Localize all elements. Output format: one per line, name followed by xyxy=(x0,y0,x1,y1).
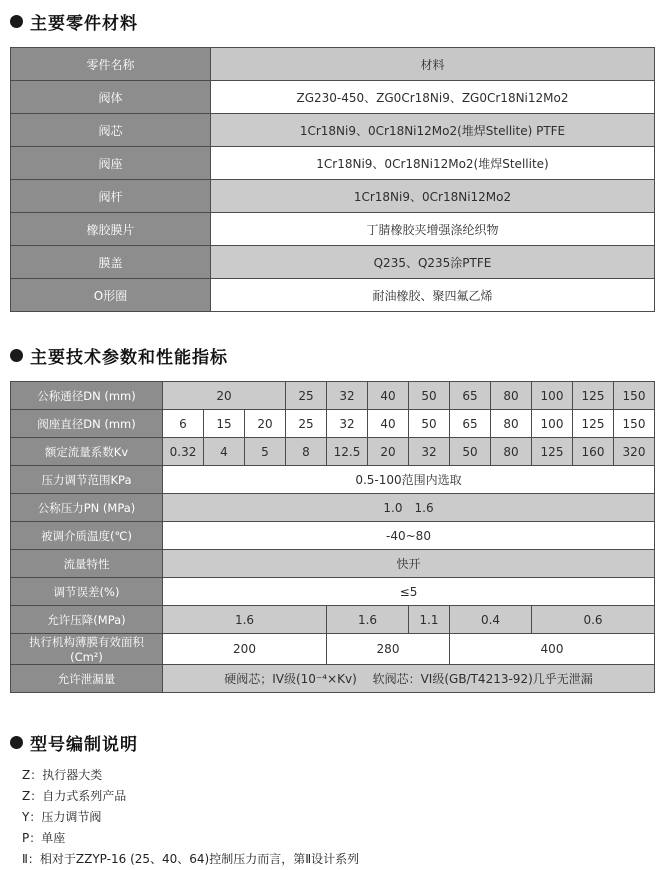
param-value-cell: 1.1 xyxy=(409,606,450,634)
param-value-cell: 125 xyxy=(532,438,573,466)
param-label-cell: 执行机构薄膜有效面积(Cm²) xyxy=(11,634,163,665)
param-value-cell: 15 xyxy=(204,410,245,438)
param-value-cell: 50 xyxy=(450,438,491,466)
param-label-cell: 额定流量系数Kv xyxy=(11,438,163,466)
param-label-cell: 流量特性 xyxy=(11,550,163,578)
material-cell: 1Cr18Ni9、0Cr18Ni12Mo2 xyxy=(211,180,655,213)
param-value-cell: 6 xyxy=(163,410,204,438)
param-value-cell: 125 xyxy=(573,382,614,410)
param-value-cell: 12.5 xyxy=(327,438,368,466)
param-value-cell: 50 xyxy=(409,382,450,410)
param-row xyxy=(11,522,655,550)
model-list-item: P：单座 xyxy=(22,831,66,845)
model-list-item: Ⅱ：相对于ZZYP-16 (25、40、64)控制压力而言，第Ⅱ设计系列 xyxy=(22,852,360,866)
param-value-cell: 40 xyxy=(368,382,409,410)
param-value-cell: 8 xyxy=(286,438,327,466)
param-value-cell: 80 xyxy=(491,382,532,410)
param-value-cell: 50 xyxy=(409,410,450,438)
param-value-cell: 0.5-100范围内选取 xyxy=(163,466,655,494)
materials-table xyxy=(10,47,655,312)
param-value-cell: 80 xyxy=(491,438,532,466)
param-value-cell: 32 xyxy=(409,438,450,466)
table-row xyxy=(11,279,655,312)
bullet-icon xyxy=(10,15,23,28)
part-name-cell: 橡胶膜片 xyxy=(11,213,211,246)
part-name-cell: 阀杆 xyxy=(11,180,211,213)
table-row xyxy=(11,114,655,147)
param-value-cell: 32 xyxy=(327,410,368,438)
param-value-cell: 80 xyxy=(491,410,532,438)
param-value-cell: 20 xyxy=(368,438,409,466)
model-list-item: Z：自力式系列产品 xyxy=(22,789,127,803)
param-value-cell: 125 xyxy=(573,410,614,438)
param-label-cell: 允许压降(MPa) xyxy=(11,606,163,634)
param-value-cell: -40~80 xyxy=(163,522,655,550)
part-name-cell: 阀体 xyxy=(11,81,211,114)
param-value-cell: 1.6 xyxy=(327,606,409,634)
param-value-cell: 65 xyxy=(450,382,491,410)
model-designation-list xyxy=(22,765,665,870)
param-value-cell: 0.4 xyxy=(450,606,532,634)
param-value-cell: 1.0 1.6 xyxy=(163,494,655,522)
part-name-cell: 膜盖 xyxy=(11,246,211,279)
param-label-cell: 公称压力PN (MPa) xyxy=(11,494,163,522)
section-title-model xyxy=(10,730,665,755)
param-value-cell: 25 xyxy=(286,410,327,438)
model-list-item: Y：压力调节阀 xyxy=(22,810,102,824)
param-row xyxy=(11,494,655,522)
param-label-cell: 阀座直径DN (mm) xyxy=(11,410,163,438)
material-cell: 耐油橡胶、聚四氟乙烯 xyxy=(211,279,655,312)
param-row xyxy=(11,665,655,693)
part-name-cell: 阀座 xyxy=(11,147,211,180)
param-value-cell: 160 xyxy=(573,438,614,466)
table-row xyxy=(11,147,655,180)
bullet-icon xyxy=(10,736,23,749)
param-value-cell: 1.6 xyxy=(163,606,327,634)
section-title-text: 主要零件材料 xyxy=(30,14,138,34)
section-title-materials xyxy=(10,0,665,34)
param-label-cell: 压力调节范围KPa xyxy=(11,466,163,494)
param-value-cell: 65 xyxy=(450,410,491,438)
table-header-row xyxy=(11,48,655,81)
param-value-cell: 20 xyxy=(245,410,286,438)
parameters-table xyxy=(10,381,655,693)
param-value-cell: 5 xyxy=(245,438,286,466)
param-value-cell: 40 xyxy=(368,410,409,438)
param-value-cell: 150 xyxy=(614,382,655,410)
param-row xyxy=(11,410,655,438)
section-title-parameters xyxy=(10,343,665,368)
material-cell: 1Cr18Ni9、0Cr18Ni12Mo2(堆焊Stellite) xyxy=(211,147,655,180)
table-row xyxy=(11,180,655,213)
part-name-cell: O形圈 xyxy=(11,279,211,312)
param-label-cell: 被调介质温度(℃) xyxy=(11,522,163,550)
param-row xyxy=(11,438,655,466)
param-label-cell: 允许泄漏量 xyxy=(11,665,163,693)
param-value-cell: 0.6 xyxy=(532,606,655,634)
param-value-cell: 快开 xyxy=(163,550,655,578)
param-row xyxy=(11,466,655,494)
param-row xyxy=(11,550,655,578)
param-value-cell: 150 xyxy=(614,410,655,438)
param-row xyxy=(11,382,655,410)
part-name-cell: 阀芯 xyxy=(11,114,211,147)
param-row xyxy=(11,578,655,606)
model-list-item: Z：执行器大类 xyxy=(22,768,103,782)
material-cell: 丁腈橡胶夹增强涤纶织物 xyxy=(211,213,655,246)
param-value-cell: 0.32 xyxy=(163,438,204,466)
param-value-cell: 32 xyxy=(327,382,368,410)
param-label-cell: 调节误差(%) xyxy=(11,578,163,606)
param-value-cell: 320 xyxy=(614,438,655,466)
bullet-icon xyxy=(10,349,23,362)
param-label-cell: 公称通径DN (mm) xyxy=(11,382,163,410)
material-cell: 1Cr18Ni9、0Cr18Ni12Mo2(堆焊Stellite) PTFE xyxy=(211,114,655,147)
material-cell: Q235、Q235涂PTFE xyxy=(211,246,655,279)
param-value-cell: 20 xyxy=(163,382,286,410)
param-value-cell: 4 xyxy=(204,438,245,466)
param-value-cell: 100 xyxy=(532,410,573,438)
table-row xyxy=(11,213,655,246)
material-cell: ZG230-450、ZG0Cr18Ni9、ZG0Cr18Ni12Mo2 xyxy=(211,81,655,114)
param-value-cell: 25 xyxy=(286,382,327,410)
param-row xyxy=(11,634,655,665)
part-name-header: 零件名称 xyxy=(11,48,211,81)
param-value-cell: 400 xyxy=(450,634,655,665)
param-value-cell: 200 xyxy=(163,634,327,665)
param-row xyxy=(11,606,655,634)
material-header: 材料 xyxy=(211,48,655,81)
table-row xyxy=(11,81,655,114)
section-title-text: 型号编制说明 xyxy=(30,735,138,755)
section-title-text: 主要技术参数和性能指标 xyxy=(30,348,228,368)
table-row xyxy=(11,246,655,279)
param-value-cell: ≤5 xyxy=(163,578,655,606)
param-value-cell: 硬阀芯；IV级(10⁻⁴×Kv) 软阀芯：VI级(GB/T4213-92)几乎无泄漏 xyxy=(163,665,655,693)
param-value-cell: 280 xyxy=(327,634,450,665)
param-value-cell: 100 xyxy=(532,382,573,410)
